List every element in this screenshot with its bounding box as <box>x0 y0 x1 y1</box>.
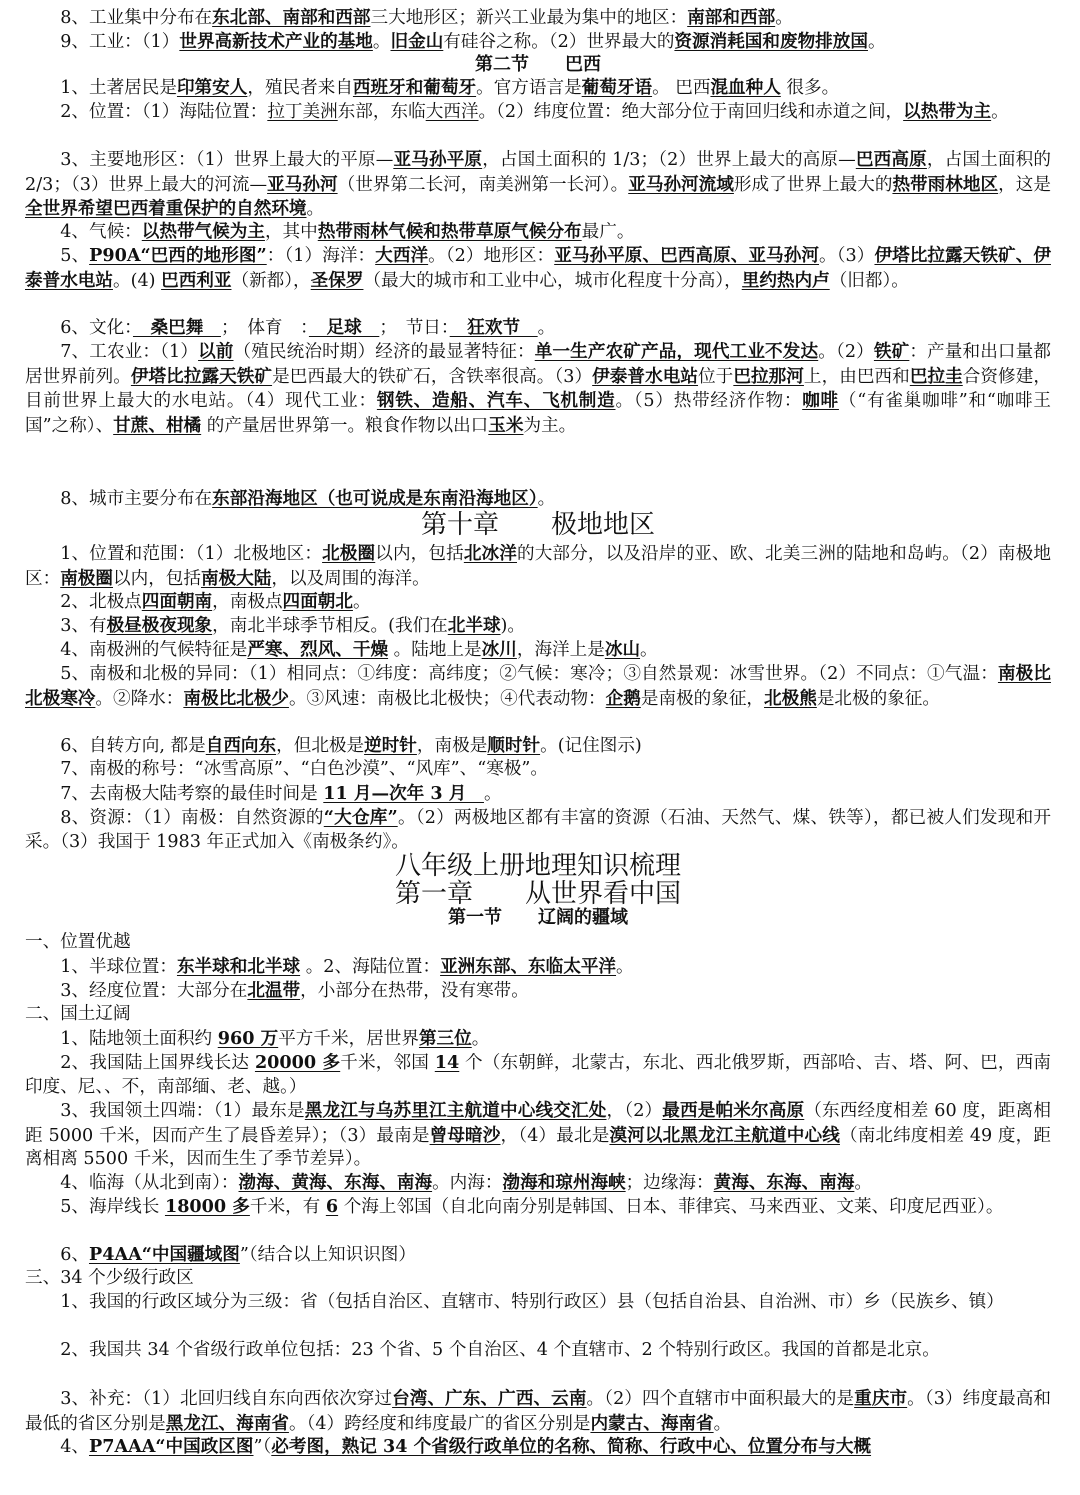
text-run: （世界第二长河，南美洲第一长河）。 <box>337 174 629 195</box>
text-run: 。（3）纬度最高和最低的省区分别是 <box>25 1389 1051 1434</box>
text-paragraph <box>25 76 1051 101</box>
text-run: （新都）， <box>231 270 311 291</box>
text-run: 7、工农业：（1） <box>60 342 199 362</box>
highlighted-text: 逆时针 <box>364 735 417 756</box>
highlighted-text: P4AA“中国疆域图 <box>88 1244 240 1265</box>
text-run: 6、自转方向, 都是 <box>60 736 206 756</box>
text-run: 3、主要地形区：（1）世界上最大的平原— <box>60 150 394 170</box>
text-run: 。官方语言是 <box>476 78 582 98</box>
text-paragraph <box>25 931 1051 955</box>
text-run: 1、土著居民是 <box>60 78 177 98</box>
text-paragraph <box>25 316 1051 341</box>
highlighted-text: 重庆市 <box>854 1388 908 1409</box>
highlighted-text: 以热带气候为主 <box>141 221 265 242</box>
text-run: 5、 <box>60 246 90 266</box>
text-paragraph <box>25 1003 1051 1027</box>
highlighted-text: 黑龙江、海南省 <box>165 1412 289 1434</box>
text-paragraph <box>25 734 1051 759</box>
highlighted-text: 混血种人 <box>710 77 781 98</box>
text-paragraph <box>25 1267 1051 1291</box>
highlighted-text: 渤海、黄海、东海、南海 <box>238 1172 433 1193</box>
text-run: 合资修建，目前世界上最大的水电站。（4）现代工业： <box>25 366 1051 412</box>
text-paragraph <box>25 638 1051 663</box>
highlighted-text: 足球 <box>308 317 380 338</box>
highlighted-text: 极昼极夜现象 <box>106 615 213 636</box>
text-run: 。（2）纬度位置：绝大部分位于南回归线和赤道之间， <box>478 102 904 122</box>
text-run: ，但北极是 <box>276 736 365 756</box>
highlighted-text: 印第安人 <box>176 77 248 98</box>
highlighted-text: 曾母暗沙 <box>429 1124 501 1146</box>
text-run: 。 <box>537 489 556 509</box>
text-run: 。内海： <box>432 1173 503 1193</box>
text-run: （殖民统治时期）经济的最显著特征： <box>233 342 535 362</box>
highlighted-text: 6 <box>325 1196 339 1217</box>
highlighted-text: 世界高新技术产业的基地 <box>179 31 373 52</box>
highlighted-text: 20000 多 <box>254 1052 341 1073</box>
text-paragraph <box>25 852 1051 882</box>
highlighted-text: 自西向东 <box>205 735 277 756</box>
highlighted-text: 巴西利亚 <box>161 269 232 291</box>
text-run: 。 <box>867 32 886 52</box>
highlighted-text: 南极比北极寒冷 <box>25 663 1051 709</box>
text-run: 。 巴西 <box>652 78 711 98</box>
highlighted-text: 亚马孙平原 <box>393 149 483 170</box>
text-paragraph <box>25 590 1051 615</box>
text-run: ，这是 <box>998 174 1051 195</box>
text-run: 最广。 <box>581 222 635 242</box>
highlighted-text: 巴西高原 <box>855 149 927 170</box>
highlighted-text: 北冰洋 <box>463 543 517 564</box>
text-run: 1、位置和范围：（1）北极地区： <box>60 544 323 564</box>
text-paragraph <box>25 511 1051 541</box>
text-run: 3、我国领土四端：（1）最东是 <box>60 1101 305 1121</box>
text-paragraph <box>25 53 1051 78</box>
text-paragraph <box>25 220 1051 245</box>
highlighted-text: 伊泰普水电站 <box>592 365 699 387</box>
text-run: 1、我国的行政区域分为三级：省（包括自治区、直辖市、特别行政区）县（包括自治县、自治洲、市）乡（民族乡、镇） <box>60 1292 1004 1312</box>
highlighted-text: 资源消耗国和废物排放国 <box>674 31 868 52</box>
text-run: 东部，东临 <box>337 102 426 122</box>
text-paragraph <box>25 1027 1051 1052</box>
text-paragraph <box>25 542 1051 591</box>
text-run: 是南极的象征， <box>640 688 765 709</box>
highlighted-text: 狂欢节 <box>449 317 538 338</box>
highlighted-text: 黑龙江与乌苏里江主航道中心线交汇处 <box>304 1100 607 1121</box>
highlighted-text: 南极大陆 <box>200 567 272 589</box>
text-run: ，殖民者来自 <box>247 78 353 98</box>
highlighted-text: 北极圈 <box>322 543 376 564</box>
text-run: 5、南极和北极的异同：（1）相同点：①纬度：高纬度；②气候：寒冷；③自然景观：冰雪世界。（2）不同点：①气温： <box>60 664 998 684</box>
highlighted-text: 必考图，熟记 34 个省级行政单位的名称、简称、行政中心、位置分布与大概 <box>271 1436 872 1457</box>
text-run: 。(4) <box>112 270 162 291</box>
highlighted-text: 冰川 <box>481 639 517 660</box>
text-paragraph <box>25 1195 1051 1220</box>
highlighted-text: 冰山 <box>604 639 641 660</box>
text-run: 。 <box>775 8 793 28</box>
text-paragraph <box>25 1243 1051 1268</box>
text-run: ，南极是 <box>416 736 488 756</box>
highlighted-text: 黄海、东海、南海 <box>713 1172 855 1193</box>
highlighted-text: “大仓库” <box>323 807 398 828</box>
text-run: 。 <box>640 640 658 660</box>
text-paragraph <box>25 1435 1051 1460</box>
text-run: ：产量和出口量都居世界前列。 <box>25 342 1051 387</box>
text-run: 3、有 <box>60 616 107 636</box>
text-run: 个海上邻国（自北向南分别是韩国、日本、菲律宾、马来西亚、文莱、印度尼西亚）。 <box>338 1197 1004 1217</box>
text-run: 。（2） <box>818 342 874 362</box>
highlighted-text: 拉丁美洲 <box>267 102 338 122</box>
text-paragraph <box>25 1171 1051 1196</box>
text-run: ，海洋上是 <box>516 640 605 660</box>
text-run: （东西经度相差 60 度，距离相距 5000 千米，因而产生了晨昏差异）；（3）最南是 <box>25 1101 1051 1146</box>
text-run: 8、资源：（1）南极：自然资源的 <box>60 808 324 828</box>
highlighted-text: 玉米 <box>488 414 524 436</box>
text-run: 3、补充：（1）北回归线自东向西依次穿过 <box>60 1389 393 1409</box>
text-run: ，占国土面积的 1/3；（2）世界上最大的高原— <box>482 150 856 170</box>
highlighted-text: P90A“巴西的地形图” <box>89 245 267 266</box>
text-run: 二、国土辽阔 <box>25 1004 131 1024</box>
text-run: ”（ <box>253 1437 272 1457</box>
highlighted-text: 严寒、烈风、干燥 <box>247 639 389 660</box>
text-run: ，小部分在热带，没有寒带。 <box>300 981 529 1001</box>
text-paragraph <box>25 100 1051 125</box>
text-run: )。 <box>500 616 526 636</box>
highlighted-text: 第十章 极地地区 <box>420 510 655 540</box>
text-paragraph <box>25 1291 1051 1315</box>
highlighted-text: 企鹅 <box>605 687 641 709</box>
highlighted-text: 内蒙古、海南省 <box>590 1412 714 1434</box>
text-run: 4、 <box>60 1437 89 1457</box>
text-run: 2、我国共 34 个省级行政单位包括：23 个省、5 个自治区、4 个直辖市、2 个特别行政区。我国的首都是北京。 <box>60 1340 940 1360</box>
text-paragraph <box>25 979 1051 1004</box>
highlighted-text: 北温带 <box>247 980 301 1001</box>
highlighted-text: 最西是帕米尔高原 <box>662 1100 805 1121</box>
highlighted-text: 第二节 巴西 <box>475 54 601 75</box>
text-run: 。（2）地形区： <box>428 246 555 266</box>
highlighted-text: 南部和西部 <box>687 7 776 28</box>
highlighted-text: 第三位 <box>418 1028 472 1049</box>
text-run: ，（2） <box>606 1101 663 1121</box>
text-run: 。 <box>372 32 391 52</box>
text-run: 。（4）跨经度和纬度最广的省区分别是 <box>288 1413 591 1434</box>
text-run: 。 <box>306 199 325 220</box>
text-run: 上，由巴西和 <box>803 366 910 387</box>
highlighted-text: 伊塔比拉露天铁矿 <box>130 365 273 387</box>
text-run: 4、临海（从北到南）： <box>60 1173 239 1193</box>
text-paragraph <box>25 906 1051 931</box>
text-paragraph <box>25 806 1051 854</box>
text-run: 2、我国陆上国界线长达 <box>60 1053 255 1073</box>
text-run: 。 <box>616 957 634 977</box>
highlighted-text: 葡萄牙语 <box>581 77 653 98</box>
highlighted-text: 大西洋 <box>375 245 429 266</box>
text-paragraph <box>25 955 1051 980</box>
highlighted-text: 伊塔比拉露天铁矿、伊泰普水电站 <box>25 245 1051 291</box>
text-run: 。陆地上是 <box>388 640 482 660</box>
text-paragraph <box>25 662 1051 711</box>
highlighted-text: 第一节 辽阔的疆域 <box>448 907 628 928</box>
highlighted-text: 台湾、广东、广西、云南 <box>392 1388 587 1409</box>
text-run: ，其中 <box>264 222 318 242</box>
highlighted-text: 北半球 <box>447 615 501 636</box>
text-run: ”（结合以上知识识图） <box>239 1245 416 1265</box>
text-run: 。 <box>991 102 1009 122</box>
highlighted-text: 渤海和琼州海峡 <box>502 1172 626 1193</box>
text-run: ，占国土面积的 2/3；（3）世界上最大的河流— <box>25 150 1051 195</box>
text-paragraph <box>25 782 1051 807</box>
text-run: （“有雀巢咖啡”和“咖啡王国”之称）、 <box>25 391 1051 436</box>
highlighted-text: 漠河以北黑龙江主航道中心线 <box>609 1124 840 1146</box>
text-run: 4、南极洲的气候特征是 <box>60 640 248 660</box>
highlighted-text: 东半球和北半球 <box>176 956 301 977</box>
text-paragraph <box>25 1099 1051 1172</box>
text-run: 位于 <box>698 366 734 387</box>
highlighted-text: 以热带为主 <box>903 101 992 122</box>
highlighted-text: 四面朝北 <box>282 591 353 612</box>
text-run: ；边缘海： <box>625 1173 714 1193</box>
text-run: 8、工业集中分布在 <box>60 8 213 28</box>
text-run: 。 <box>483 784 502 804</box>
text-run: 为主。 <box>523 415 577 436</box>
highlighted-text: 西班牙和葡萄牙 <box>352 77 477 98</box>
highlighted-text: 巴拉那河 <box>733 365 804 387</box>
highlighted-text: 热带雨林地区 <box>892 173 999 195</box>
text-run: 有硅谷之称。（2）世界最大的 <box>443 32 675 52</box>
highlighted-text: 旧金山 <box>390 31 444 52</box>
text-run: 的大部分，以及沿岸的亚、欧、北美三洲的陆地和岛屿。（2）南极地区： <box>25 544 1051 589</box>
highlighted-text: 亚马孙河 <box>267 173 338 195</box>
text-run: ； 节日： <box>379 318 450 338</box>
text-run: 1、陆地领土面积约 <box>60 1029 218 1049</box>
text-paragraph <box>25 1339 1051 1363</box>
text-run: 三大地形区；新兴工业最为集中的地区： <box>370 8 688 28</box>
text-run: 以内，包括 <box>113 568 201 589</box>
highlighted-text: 北极熊 <box>764 687 817 709</box>
text-run: （最大的城市和工业中心，城市化程度十分高）， <box>363 270 742 291</box>
highlighted-text: 热带雨林气候和热带草原气候分布 <box>317 221 582 242</box>
highlighted-text: 四面朝南 <box>141 591 213 612</box>
text-paragraph <box>25 340 1051 438</box>
text-run: ，（4）最北是 <box>500 1125 610 1146</box>
text-run: 。③风速：南极比北极快；④代表动物： <box>288 688 606 709</box>
text-paragraph <box>25 758 1051 782</box>
highlighted-text: 里约热内卢 <box>741 269 830 291</box>
text-run: 。（3） <box>819 246 875 266</box>
text-run: 。 <box>471 1029 490 1049</box>
text-run: 三、34 个少级行政区 <box>25 1268 194 1288</box>
text-paragraph <box>25 1051 1051 1099</box>
highlighted-text: 960 万 <box>217 1028 279 1049</box>
highlighted-text: 咖啡 <box>802 390 839 412</box>
text-run: 。 <box>854 1173 872 1193</box>
text-paragraph <box>25 244 1051 293</box>
highlighted-text: 全世界希望巴西着重保护的自然环境 <box>25 198 307 220</box>
highlighted-text: 桑巴舞 <box>132 317 221 338</box>
highlighted-text: 东北部、南部和西部 <box>212 7 371 28</box>
text-run: 9、工业：（1） <box>60 32 180 52</box>
text-run: 5、海岸线长 <box>60 1197 165 1217</box>
text-paragraph <box>25 1387 1051 1436</box>
text-run: ：（1）海洋： <box>266 246 376 266</box>
text-run: 个（东朝鲜，北蒙古，东北、西北俄罗斯，西部哈、吉、塔、阿、巴，西南印度、尼、、不，南部缅、老、越。） <box>25 1053 1051 1097</box>
highlighted-text: 钢铁、造船、汽车、飞机制造 <box>376 390 616 412</box>
text-run: 。(记住图示) <box>540 736 642 756</box>
text-run: 千米，邻国 <box>340 1053 435 1073</box>
text-run: 。②降水： <box>95 688 184 709</box>
text-run: 。（2）四个直辖市中面积最大的是 <box>586 1389 855 1409</box>
highlighted-text: 亚马孙河流域 <box>628 173 734 195</box>
highlighted-text: 顺时针 <box>487 735 541 756</box>
text-run: 6、 <box>60 1245 89 1265</box>
text-run: 形成了世界上最大的 <box>733 174 893 195</box>
highlighted-text: 18000 多 <box>164 1196 250 1217</box>
highlighted-text: 铁矿 <box>873 341 910 362</box>
text-paragraph <box>25 148 1051 222</box>
text-run: 1、半球位置： <box>60 957 177 977</box>
highlighted-text: 单一生产农矿产品，现代工业不发达 <box>534 341 819 362</box>
text-paragraph <box>25 487 1051 512</box>
text-run: 7、去南极大陆考察的最佳时间是 <box>60 784 324 804</box>
text-run: 。（2）两极地区都有丰富的资源（石油、天然气、煤、铁等），都已被人们发现和开采。（3）我国于 1983 年正式加入《南极条约》。 <box>25 808 1051 852</box>
text-run: 3、经度位置：大部分在 <box>60 981 248 1001</box>
text-run: ，南北半球季节相反。(我们在 <box>212 616 448 636</box>
text-paragraph <box>25 6 1051 31</box>
text-run: （旧都）。 <box>829 270 909 291</box>
text-run: 。 <box>537 318 556 338</box>
text-run: ，南极点 <box>212 592 283 612</box>
highlighted-text: 亚洲东部、东临太平洋 <box>440 956 617 977</box>
text-run: 2、北极点 <box>60 592 142 612</box>
text-run: 7、南极的称号：“冰雪高原”、“白色沙漠”、“风库”、“寒极”。 <box>60 759 548 779</box>
text-run: 很多。 <box>780 78 840 98</box>
highlighted-text: 东部沿海地区（也可说成是东南沿海地区） <box>212 488 538 509</box>
text-run: ； 体育 ： <box>220 318 309 338</box>
text-run: ，以及周围的海洋。 <box>271 568 430 589</box>
text-run: 一、位置优越 <box>25 932 131 952</box>
text-run: 。2、海陆位置： <box>300 957 441 977</box>
highlighted-text: 圣保罗 <box>310 269 364 291</box>
text-run: 平方千米，居世界 <box>278 1029 419 1049</box>
text-run: 2、位置：（1）海陆位置： <box>60 102 268 122</box>
text-paragraph <box>25 30 1051 55</box>
text-run: 8、城市主要分布在 <box>60 489 213 509</box>
highlighted-text: 第一章 从世界看中国 <box>394 879 681 909</box>
highlighted-text: 八年级上册地理知识梳理 <box>394 851 681 881</box>
highlighted-text: 14 <box>434 1052 460 1073</box>
highlighted-text: 以前 <box>198 341 234 362</box>
highlighted-text: P7AAA“中国政区图 <box>88 1436 254 1457</box>
highlighted-text: 巴拉圭 <box>909 365 963 387</box>
text-run: 。 <box>713 1413 732 1434</box>
text-run: 。 <box>352 592 371 612</box>
text-run: （南北纬度相差 49 度，距离相离 5500 千米，因而生生了季节差异）。 <box>25 1125 1051 1170</box>
highlighted-text: 11 月—次年 3 月 <box>323 783 484 804</box>
highlighted-text: 亚马孙平原、巴西高原、亚马孙河 <box>554 245 820 266</box>
highlighted-text: 南极圈 <box>60 567 113 589</box>
text-run: 的产量居世界第一。粮食作物以出口 <box>201 415 489 436</box>
text-paragraph <box>25 614 1051 639</box>
text-run: 4、气候： <box>60 222 142 242</box>
highlighted-text: 甘蔗、柑橘 <box>113 414 202 436</box>
text-run: 是巴西最大的铁矿石，含铁率很高。（3） <box>272 366 593 387</box>
text-run: 。（5）热带经济作物： <box>615 391 803 412</box>
text-run: 千米，有 <box>249 1197 326 1217</box>
text-run: 以内，包括 <box>375 544 464 564</box>
text-run: 是北极的象征。 <box>816 688 940 709</box>
highlighted-text: 南极比北极少 <box>183 687 289 709</box>
text-run: 6、文化： <box>60 318 133 338</box>
highlighted-text: 大西洋 <box>425 102 479 122</box>
